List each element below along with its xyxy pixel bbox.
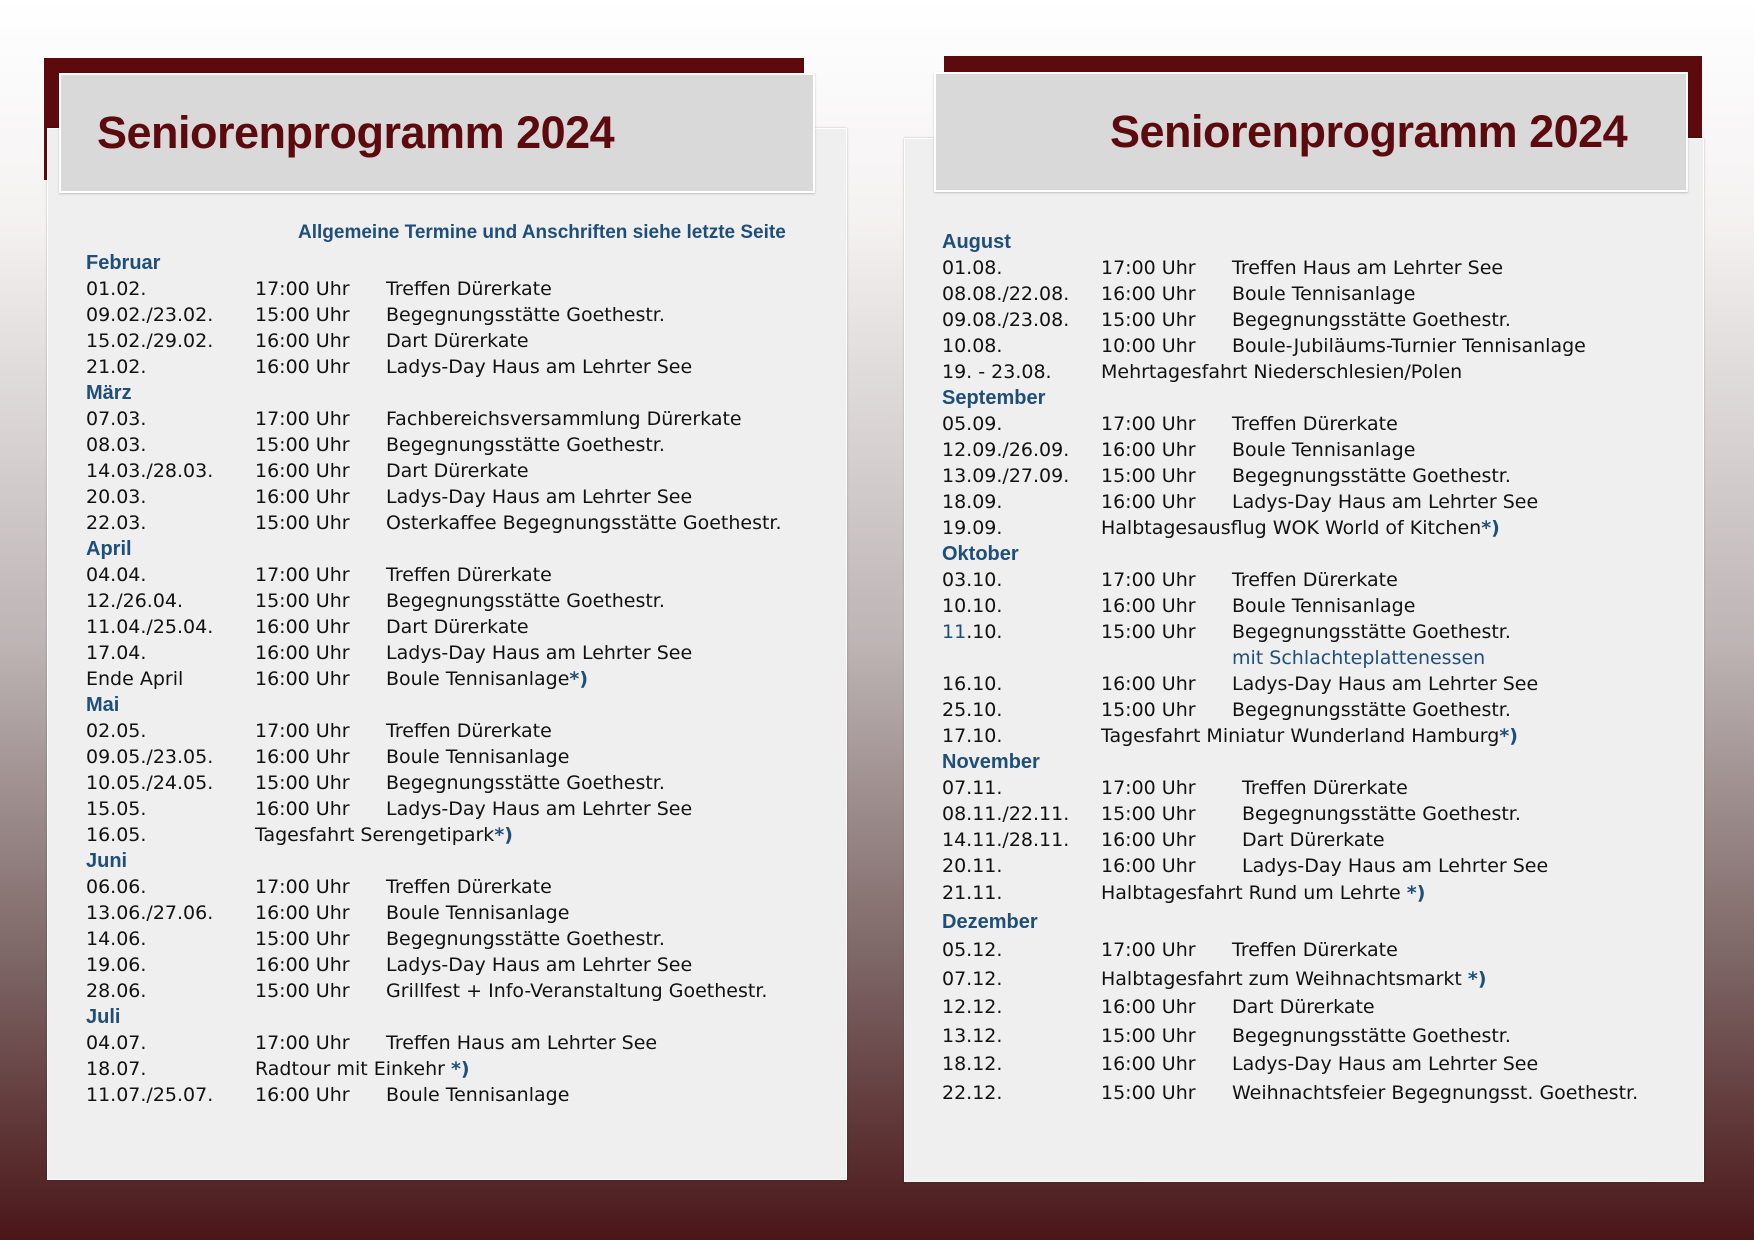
event-description: Weihnachtsfeier Begegnungsst. Goethestr. <box>1232 1081 1639 1104</box>
event-date: 01.02. <box>86 278 147 300</box>
event-description: Ladys-Day Haus am Lehrter See <box>386 954 693 976</box>
event-date: 03.10. <box>942 569 1003 591</box>
event-description: Begegnungsstätte Goethestr. <box>386 434 665 456</box>
event-time: 15:00 Uhr <box>255 434 350 456</box>
event-description: Boule Tennisanlage <box>1232 439 1416 461</box>
schedule-row <box>942 437 1682 463</box>
event-date: 12.12. <box>942 996 1003 1018</box>
event-description: Treffen Dürerkate <box>1232 939 1398 961</box>
event-time: 16:00 Uhr <box>255 954 350 976</box>
event-time: 16:00 Uhr <box>255 460 350 482</box>
event-date: 08.03. <box>86 434 147 456</box>
event-time: 15:00 Uhr <box>1101 803 1196 825</box>
event-time: 16:00 Uhr <box>255 902 350 924</box>
event-time: 17:00 Uhr <box>1101 257 1196 279</box>
event-time: 16:00 Uhr <box>1101 855 1196 877</box>
event-date: 13.12. <box>942 1024 1003 1047</box>
event-time: 15:00 Uhr <box>255 590 350 612</box>
event-time: 16:00 Uhr <box>255 642 350 664</box>
schedule-row <box>942 723 1682 749</box>
event-time: 16:00 Uhr <box>1101 996 1196 1018</box>
footnote-marker: *) <box>450 1058 470 1080</box>
event-date: 09.02./23.02. <box>86 304 214 326</box>
footnote-marker: *) <box>1499 725 1518 747</box>
event-description: Treffen Dürerkate <box>386 564 552 586</box>
footnote-marker: *) <box>1481 517 1500 539</box>
footnote-marker: *) <box>494 824 513 846</box>
event-date: 21.11. <box>942 882 1003 904</box>
event-time: 15:00 Uhr <box>1101 309 1196 331</box>
schedule-row <box>86 1082 826 1108</box>
month-heading: November <box>942 751 1040 773</box>
event-time: 17:00 Uhr <box>1101 569 1196 591</box>
event-date: 16.05. <box>86 824 147 846</box>
event-description: Boule-Jubiläums-Turnier Tennisanlage <box>1232 335 1586 357</box>
event-time: 16:00 Uhr <box>1101 1053 1196 1075</box>
schedule-row <box>942 489 1682 515</box>
event-description: Dart Dürerkate <box>1232 996 1375 1018</box>
footnote-marker: *) <box>1406 882 1426 904</box>
event-date: 12./26.04. <box>86 590 184 612</box>
event-description: Boule Tennisanlage <box>386 746 570 768</box>
event-date: 07.11. <box>942 777 1003 799</box>
month-heading: Dezember <box>942 910 1038 933</box>
event-description: Treffen Haus am Lehrter See <box>1232 257 1504 279</box>
right-title-box <box>934 72 1688 192</box>
event-date: 14.06. <box>86 928 147 950</box>
event-description: Begegnungsstätte Goethestr. <box>1232 699 1511 721</box>
month-heading: Juni <box>86 850 128 872</box>
schedule-row <box>86 1056 826 1082</box>
event-date: 15.02./29.02. <box>86 330 214 352</box>
event-description: Begegnungsstätte Goethestr. <box>1232 1024 1511 1047</box>
schedule-row <box>86 354 826 380</box>
event-description: Dart Dürerkate <box>386 460 529 482</box>
event-date: 19.06. <box>86 954 147 976</box>
month-heading: März <box>86 382 132 404</box>
event-date: 19.09. <box>942 517 1003 539</box>
event-date: 10.05./24.05. <box>86 772 214 794</box>
event-description: Ladys-Day Haus am Lehrter See <box>1232 673 1539 695</box>
schedule-row <box>86 406 826 432</box>
event-date: 18.09. <box>942 491 1003 513</box>
right-schedule <box>942 229 1682 1107</box>
event-description: Ladys-Day Haus am Lehrter See <box>386 798 693 820</box>
event-date: 09.05./23.05. <box>86 746 214 768</box>
schedule-row <box>942 645 1682 671</box>
event-description: Ladys-Day Haus am Lehrter See <box>1232 1053 1539 1075</box>
event-time: 15:00 Uhr <box>255 772 350 794</box>
event-date: 11.04./25.04. <box>86 616 214 638</box>
month-heading: September <box>942 387 1046 409</box>
schedule-row <box>86 614 826 640</box>
event-time: 15:00 Uhr <box>1101 1024 1196 1047</box>
event-time: 17:00 Uhr <box>255 1032 350 1054</box>
month-heading: Mai <box>86 694 120 716</box>
event-description: Boule Tennisanlage*) <box>386 668 589 690</box>
event-date: 18.12. <box>942 1053 1003 1075</box>
event-date: 11.07./25.07. <box>86 1084 214 1106</box>
schedule-row <box>86 796 826 822</box>
event-date: 08.11./22.11. <box>942 803 1070 825</box>
event-date: 15.05. <box>86 798 147 820</box>
event-description: Ladys-Day Haus am Lehrter See <box>1232 491 1539 513</box>
event-time: 17:00 Uhr <box>255 876 350 898</box>
event-description: Tagesfahrt Serengetipark*) <box>255 824 513 846</box>
event-date: 16.10. <box>942 673 1003 695</box>
schedule-row <box>86 562 826 588</box>
schedule-row <box>86 302 826 328</box>
event-date: 19. - 23.08. <box>942 361 1052 383</box>
event-description: Osterkaffee Begegnungsstätte Goethestr. <box>386 512 782 534</box>
event-description: Ladys-Day Haus am Lehrter See <box>1242 855 1549 877</box>
schedule-row <box>942 671 1682 697</box>
schedule-row <box>86 874 826 900</box>
schedule-row <box>942 281 1682 307</box>
schedule-row <box>942 567 1682 593</box>
event-date: 22.12. <box>942 1081 1003 1104</box>
event-description: Begegnungsstätte Goethestr. <box>386 304 665 326</box>
event-date: 25.10. <box>942 699 1003 721</box>
event-time: 16:00 Uhr <box>255 616 350 638</box>
event-time: 17:00 Uhr <box>255 720 350 742</box>
event-description: Treffen Dürerkate <box>1232 413 1398 435</box>
event-time: 15:00 Uhr <box>255 304 350 326</box>
footnote-marker: *) <box>1467 967 1487 990</box>
schedule-row <box>942 515 1682 541</box>
event-date: 09.08./23.08. <box>942 309 1070 331</box>
event-description: Fachbereichsversammlung Dürerkate <box>386 408 742 430</box>
event-description: Begegnungsstätte Goethestr. <box>386 772 665 794</box>
left-title-box <box>59 73 815 193</box>
schedule-row <box>942 307 1682 333</box>
month-heading: August <box>942 231 1011 253</box>
event-description: Dart Dürerkate <box>386 330 529 352</box>
left-page-title: Seniorenprogramm 2024 <box>97 107 615 158</box>
event-description: Halbtagesausflug WOK World of Kitchen*) <box>1101 517 1500 539</box>
schedule-row <box>942 993 1682 1022</box>
schedule-row <box>86 276 826 302</box>
schedule-row <box>86 1030 826 1056</box>
event-date: 06.06. <box>86 876 147 898</box>
schedule-row <box>86 744 826 770</box>
event-time: 17:00 Uhr <box>1101 939 1196 961</box>
event-date: 22.03. <box>86 512 147 534</box>
event-date: 13.09./27.09. <box>942 465 1070 487</box>
event-time: 16:00 Uhr <box>255 798 350 820</box>
event-time: 16:00 Uhr <box>255 1084 350 1106</box>
event-description: Dart Dürerkate <box>386 616 529 638</box>
month-heading: Februar <box>86 252 161 274</box>
schedule-row <box>86 666 826 692</box>
event-date: 10.08. <box>942 335 1003 357</box>
event-date: 05.09. <box>942 413 1003 435</box>
schedule-row <box>942 359 1682 385</box>
event-time: 17:00 Uhr <box>1101 777 1196 799</box>
schedule-row <box>942 619 1682 645</box>
event-date: 04.07. <box>86 1032 147 1054</box>
event-date: 14.03./28.03. <box>86 460 214 482</box>
schedule-row <box>942 697 1682 723</box>
event-description: Begegnungsstätte Goethestr. <box>386 928 665 950</box>
schedule-row <box>942 853 1682 879</box>
event-date: 20.11. <box>942 855 1003 877</box>
event-description: Radtour mit Einkehr *) <box>255 1058 470 1080</box>
event-time: 15:00 Uhr <box>1101 621 1196 643</box>
event-time: 15:00 Uhr <box>1101 699 1196 721</box>
month-heading: April <box>86 538 132 560</box>
event-time: 16:00 Uhr <box>1101 283 1196 305</box>
event-date: Ende April <box>86 668 184 690</box>
event-date: 14.11./28.11. <box>942 829 1070 851</box>
event-description: Ladys-Day Haus am Lehrter See <box>386 486 693 508</box>
event-date-day: 11 <box>942 621 967 643</box>
event-description: Boule Tennisanlage <box>386 902 570 924</box>
schedule-row <box>942 936 1682 965</box>
schedule-row <box>86 822 826 848</box>
event-date: 13.06./27.06. <box>86 902 214 924</box>
schedule-row <box>942 775 1682 801</box>
event-time: 16:00 Uhr <box>255 668 350 690</box>
event-description: Boule Tennisanlage <box>386 1084 570 1106</box>
schedule-row <box>942 1050 1682 1079</box>
schedule-row <box>942 965 1682 994</box>
event-description: Boule Tennisanlage <box>1232 595 1416 617</box>
event-time: 16:00 Uhr <box>255 486 350 508</box>
event-date: 08.08./22.08. <box>942 283 1070 305</box>
event-description: Treffen Haus am Lehrter See <box>386 1032 658 1054</box>
event-date: 02.05. <box>86 720 147 742</box>
event-description: Ladys-Day Haus am Lehrter See <box>386 642 693 664</box>
schedule-row <box>942 801 1682 827</box>
event-date: 17.10. <box>942 725 1003 747</box>
schedule-row <box>86 926 826 952</box>
event-date: 11.10. <box>942 621 1003 643</box>
event-date: 21.02. <box>86 356 147 378</box>
right-page-title: Seniorenprogramm 2024 <box>1110 106 1628 157</box>
event-description: Begegnungsstätte Goethestr. <box>1232 309 1511 331</box>
event-description: Boule Tennisanlage <box>1232 283 1416 305</box>
event-time: 10:00 Uhr <box>1101 335 1196 357</box>
event-description: Begegnungsstätte Goethestr. <box>1242 803 1521 825</box>
event-time: 16:00 Uhr <box>255 356 350 378</box>
event-date: 07.03. <box>86 408 147 430</box>
event-description: Mehrtagesfahrt Niederschlesien/Polen <box>1101 361 1463 383</box>
event-time: 16:00 Uhr <box>1101 595 1196 617</box>
event-time: 16:00 Uhr <box>1101 491 1196 513</box>
schedule-row <box>86 484 826 510</box>
event-date: 07.12. <box>942 967 1003 990</box>
event-date: 20.03. <box>86 486 147 508</box>
event-date: 12.09./26.09. <box>942 439 1070 461</box>
event-date: 10.10. <box>942 595 1003 617</box>
event-time: 16:00 Uhr <box>255 330 350 352</box>
event-time: 15:00 Uhr <box>1101 465 1196 487</box>
event-date: 04.04. <box>86 564 147 586</box>
event-description: Dart Dürerkate <box>1242 829 1385 851</box>
event-description: Ladys-Day Haus am Lehrter See <box>386 356 693 378</box>
event-description: Treffen Dürerkate <box>1232 569 1398 591</box>
schedule-row <box>942 255 1682 281</box>
event-description: Treffen Dürerkate <box>386 278 552 300</box>
left-schedule <box>86 250 826 1108</box>
schedule-row <box>942 827 1682 853</box>
event-description: Tagesfahrt Miniatur Wunderland Hamburg*) <box>1101 725 1518 747</box>
event-date: 17.04. <box>86 642 147 664</box>
schedule-row <box>942 463 1682 489</box>
event-description: Grillfest + Info-Veranstaltung Goethestr. <box>386 980 768 1002</box>
event-description: Begegnungsstätte Goethestr. <box>386 590 665 612</box>
event-time: 15:00 Uhr <box>1101 1081 1196 1104</box>
event-time: 16:00 Uhr <box>255 746 350 768</box>
schedule-row <box>86 978 826 1004</box>
schedule-row <box>942 411 1682 437</box>
event-time: 17:00 Uhr <box>255 408 350 430</box>
schedule-row <box>86 640 826 666</box>
schedule-row <box>942 593 1682 619</box>
event-date: 18.07. <box>86 1058 147 1080</box>
event-time: 15:00 Uhr <box>255 980 350 1002</box>
month-heading: Juli <box>86 1006 121 1028</box>
month-heading: Oktober <box>942 543 1019 565</box>
event-time: 17:00 Uhr <box>1101 413 1196 435</box>
schedule-row <box>86 900 826 926</box>
event-time: 15:00 Uhr <box>255 512 350 534</box>
event-time: 16:00 Uhr <box>1101 829 1196 851</box>
event-description: Begegnungsstätte Goethestr. <box>1232 621 1511 643</box>
schedule-row <box>942 879 1682 908</box>
event-description: Treffen Dürerkate <box>386 720 552 742</box>
event-date: 01.08. <box>942 257 1003 279</box>
event-description: Treffen Dürerkate <box>1242 777 1408 799</box>
schedule-row <box>86 328 826 354</box>
event-time: 15:00 Uhr <box>255 928 350 950</box>
schedule-row <box>86 770 826 796</box>
event-time: 17:00 Uhr <box>255 278 350 300</box>
event-description: Begegnungsstätte Goethestr. <box>1232 465 1511 487</box>
event-date: 05.12. <box>942 939 1003 961</box>
event-description: Treffen Dürerkate <box>386 876 552 898</box>
event-time: 16:00 Uhr <box>1101 673 1196 695</box>
event-description: Halbtagesfahrt zum Weihnachtsmarkt *) <box>1101 967 1487 990</box>
event-time: 16:00 Uhr <box>1101 439 1196 461</box>
event-date: 28.06. <box>86 980 147 1002</box>
schedule-row <box>86 718 826 744</box>
schedule-row <box>942 1022 1682 1051</box>
schedule-row <box>942 1079 1682 1108</box>
event-time: 17:00 Uhr <box>255 564 350 586</box>
general-info-note: Allgemeine Termine und Anschriften siehe letzte Seite <box>298 222 786 243</box>
footnote-marker: *) <box>569 668 589 690</box>
schedule-row <box>86 432 826 458</box>
schedule-row <box>86 458 826 484</box>
event-note: mit Schlachteplattenessen <box>1232 647 1486 669</box>
event-description: Halbtagesfahrt Rund um Lehrte *) <box>1101 882 1426 904</box>
schedule-row <box>942 333 1682 359</box>
schedule-row <box>86 588 826 614</box>
schedule-row <box>86 952 826 978</box>
schedule-row <box>86 510 826 536</box>
